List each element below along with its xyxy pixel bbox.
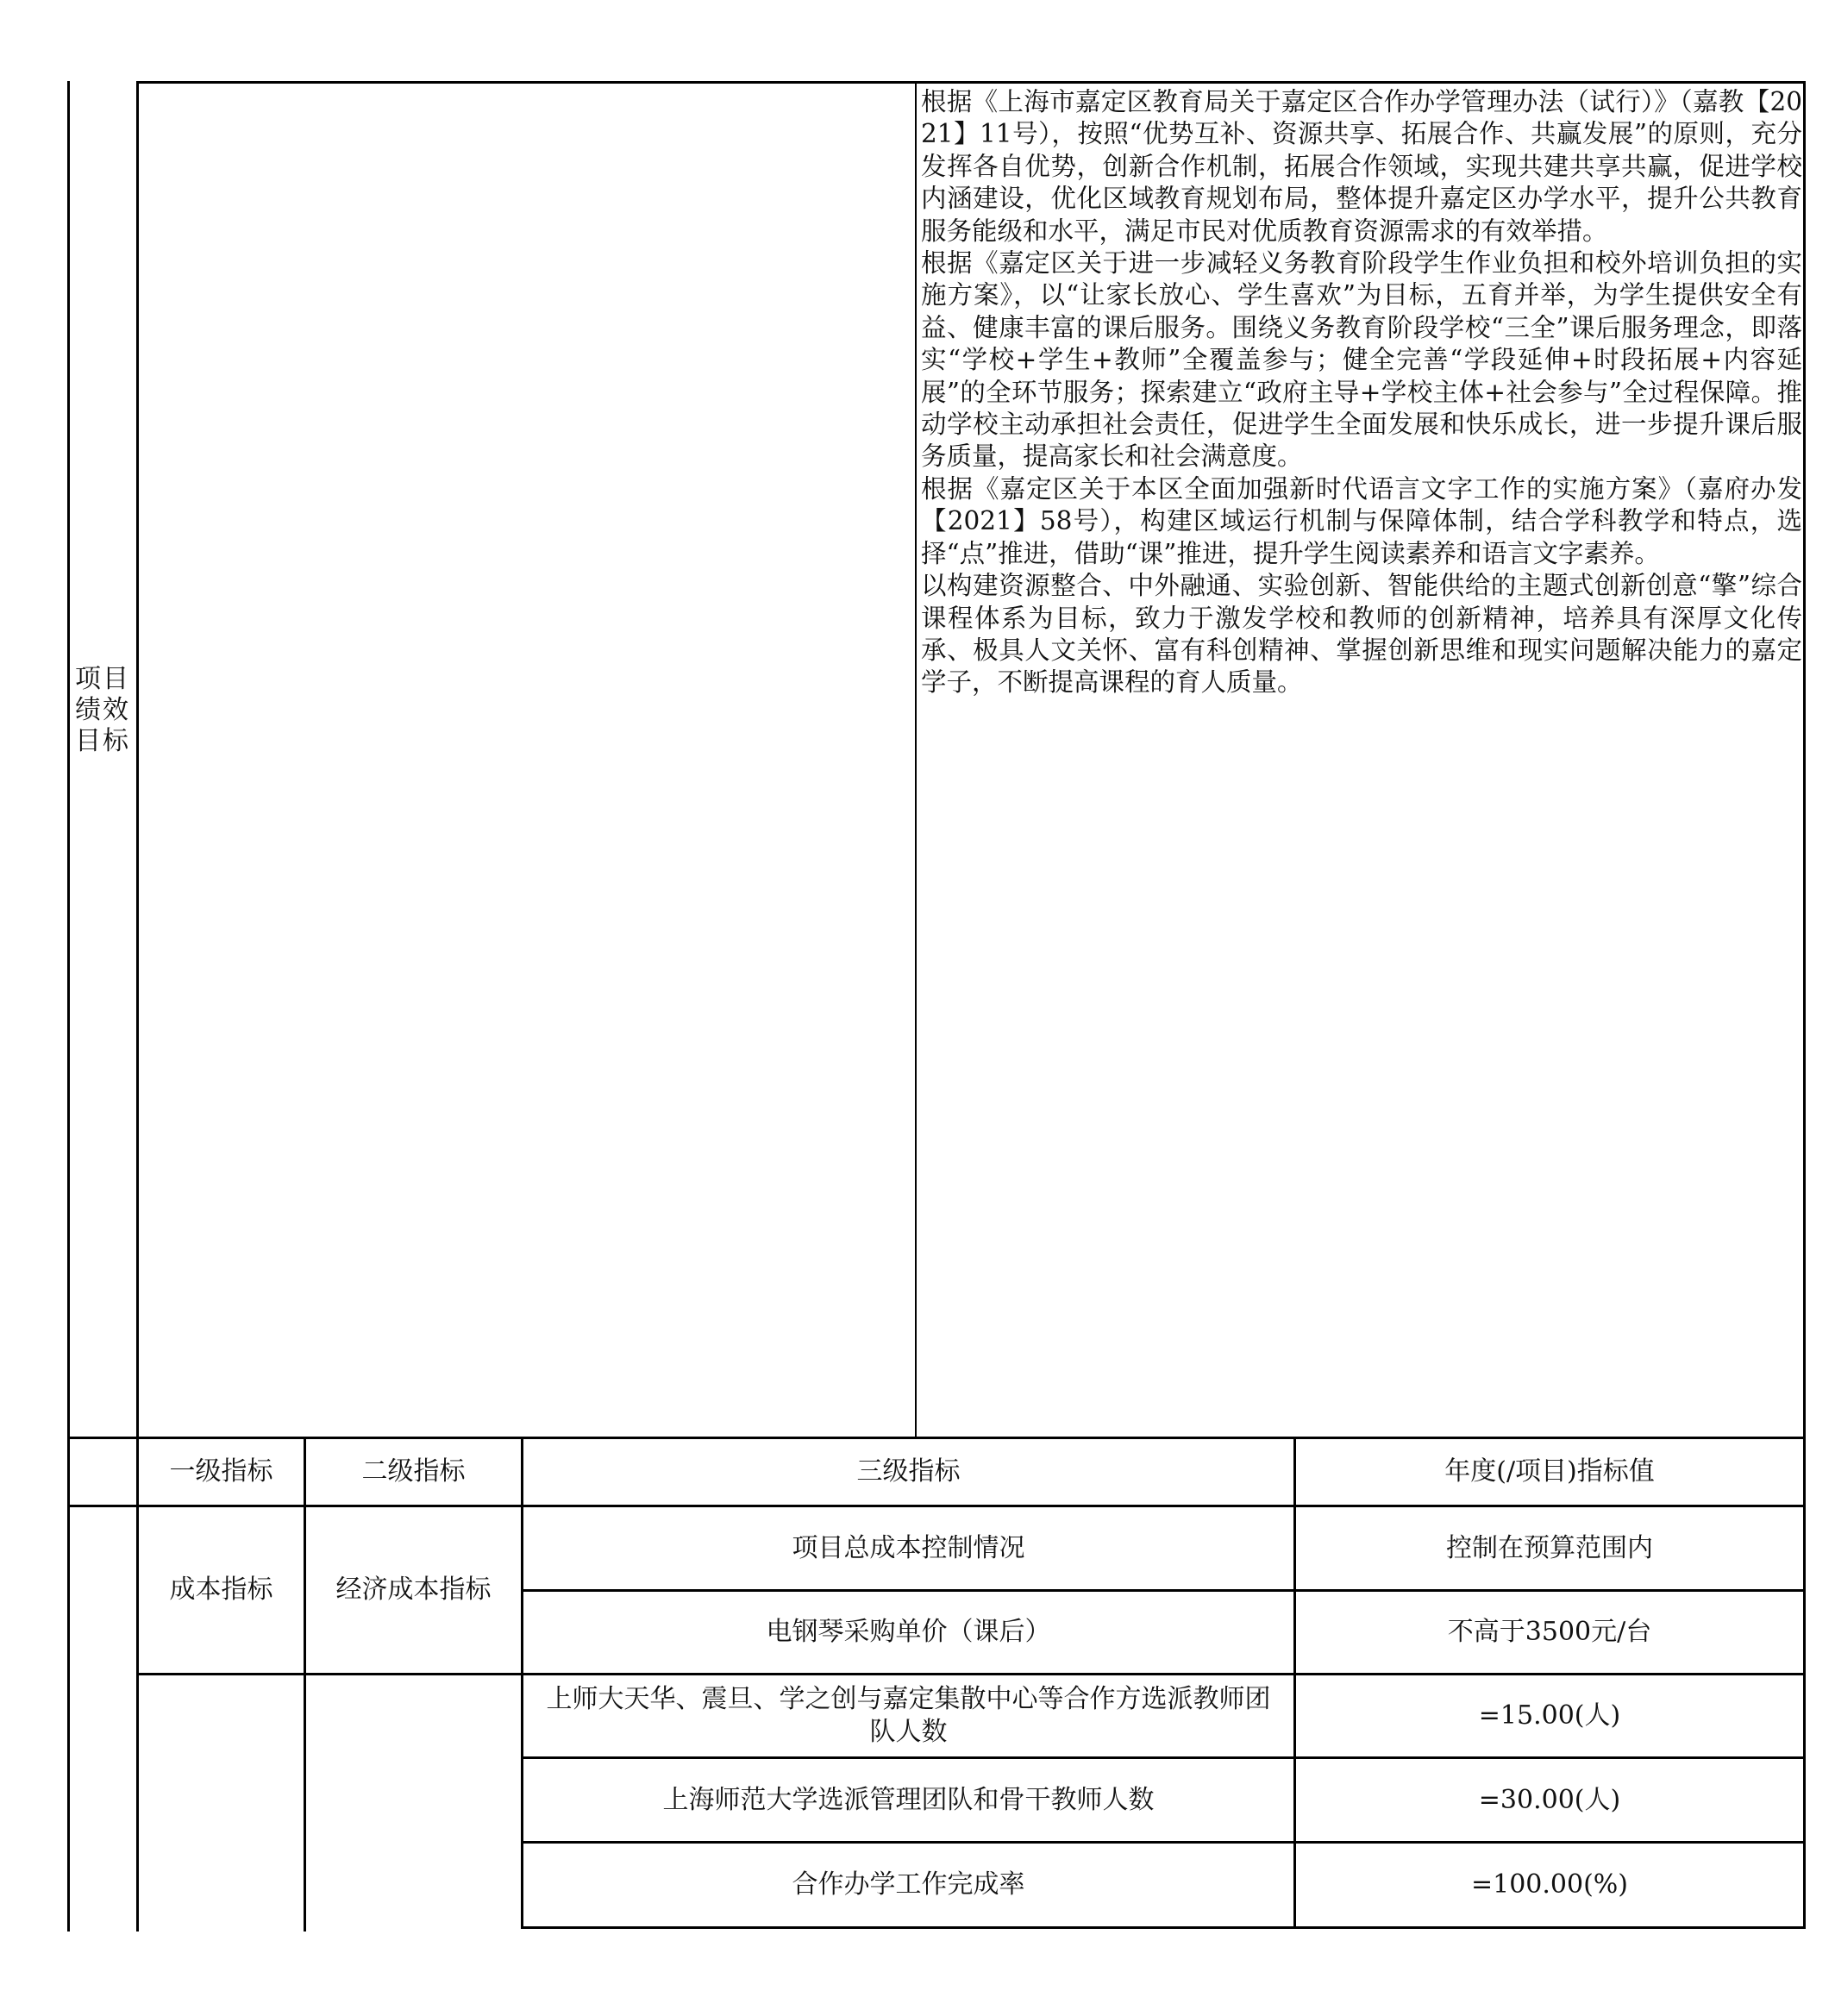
header-level3: 三级指标 bbox=[856, 1456, 961, 1487]
table-line bbox=[67, 81, 70, 1931]
value-cell: =100.00(%) bbox=[1470, 1869, 1629, 1900]
value-cell: 控制在预算范围内 bbox=[1446, 1532, 1653, 1563]
value-cell: 不高于3500元/台 bbox=[1447, 1617, 1652, 1647]
goal-paragraph: 根据《嘉定区关于进一步减轻义务教育阶段学生作业负担和校外培训负担的实施方案》，以“让家长放心、学生喜欢”为目标，五育并举，为学生提供安全有益、健康丰富的课后服务。围绕义务教育阶段学校“三全”课后服务理念，即落实“学校+学生+教师”全覆盖参与；健全完善“学段延伸+时段拓展+内容延展”的全环节服务；探索建立“政府主导+学校主体+社会参与”全过程保障。推动学校主动承担社会责任，促进学生全面发展和快乐成长，进一步提升课后服务质量，提高家长和社会满意度。 bbox=[921, 248, 1802, 472]
header-value: 年度(/项目)指标值 bbox=[1444, 1456, 1655, 1487]
goal-paragraph: 根据《嘉定区关于本区全面加强新时代语言文字工作的实施方案》（嘉府办发【2021】58号），构建区域运行机制与保障体制，结合学科教学和特点，选择“点”推进，借助“课”推进，提升学生阅读素养和语言文字素养。 bbox=[921, 473, 1802, 568]
indicator-cell: 合作办学工作完成率 bbox=[792, 1869, 1025, 1900]
indicator-cell: 上海师范大学选派管理团队和骨干教师人数 bbox=[662, 1784, 1155, 1815]
value-cell: =15.00(人) bbox=[1478, 1700, 1621, 1731]
table-line bbox=[1803, 81, 1806, 1929]
goal-paragraph: 根据《上海市嘉定区教育局关于嘉定区合作办学管理办法（试行）》（嘉教【2021】11号），按照“优势互补、资源共享、拓展合作、共赢发展”的原则，充分发挥各自优势，创新合作机制，拓展合作领域，实现共建共享共赢，促进学校内涵建设，优化区域教育规划布局，整体提升嘉定区办学水平，提升公共教育服务能级和水平，满足市民对优质教育资源需求的有效举措。 bbox=[921, 87, 1802, 246]
table-line bbox=[136, 81, 1806, 84]
indicator-cell: 上师大天华、震旦、学之创与嘉定集散中心等合作方选派教师团队人数 bbox=[546, 1684, 1271, 1747]
indicator-cell: 项目总成本控制情况 bbox=[792, 1532, 1025, 1563]
cost-level2: 经济成本指标 bbox=[335, 1575, 492, 1605]
value-cell: =30.00(人) bbox=[1478, 1784, 1621, 1815]
performance-goals-text bbox=[921, 86, 1802, 699]
header-level2: 二级指标 bbox=[361, 1456, 466, 1487]
cost-level1: 成本指标 bbox=[169, 1575, 273, 1605]
header-level1: 一级指标 bbox=[169, 1456, 273, 1487]
goal-paragraph: 以构建资源整合、中外融通、实验创新、智能供给的主题式创新创意“擎”综合课程体系为目标，致力于激发学校和教师的创新精神，培养具有深厚文化传承、极具人文关怀、富有科创精神、掌握创新思维和现实问题解决能力的嘉定学子，不断提高课程的育人质量。 bbox=[921, 571, 1802, 698]
section-label: 项目绩效目标 bbox=[75, 664, 130, 756]
indicator-cell: 电钢琴采购单价（课后） bbox=[766, 1617, 1051, 1647]
table-line bbox=[915, 81, 917, 1438]
table-line bbox=[521, 1926, 1806, 1929]
